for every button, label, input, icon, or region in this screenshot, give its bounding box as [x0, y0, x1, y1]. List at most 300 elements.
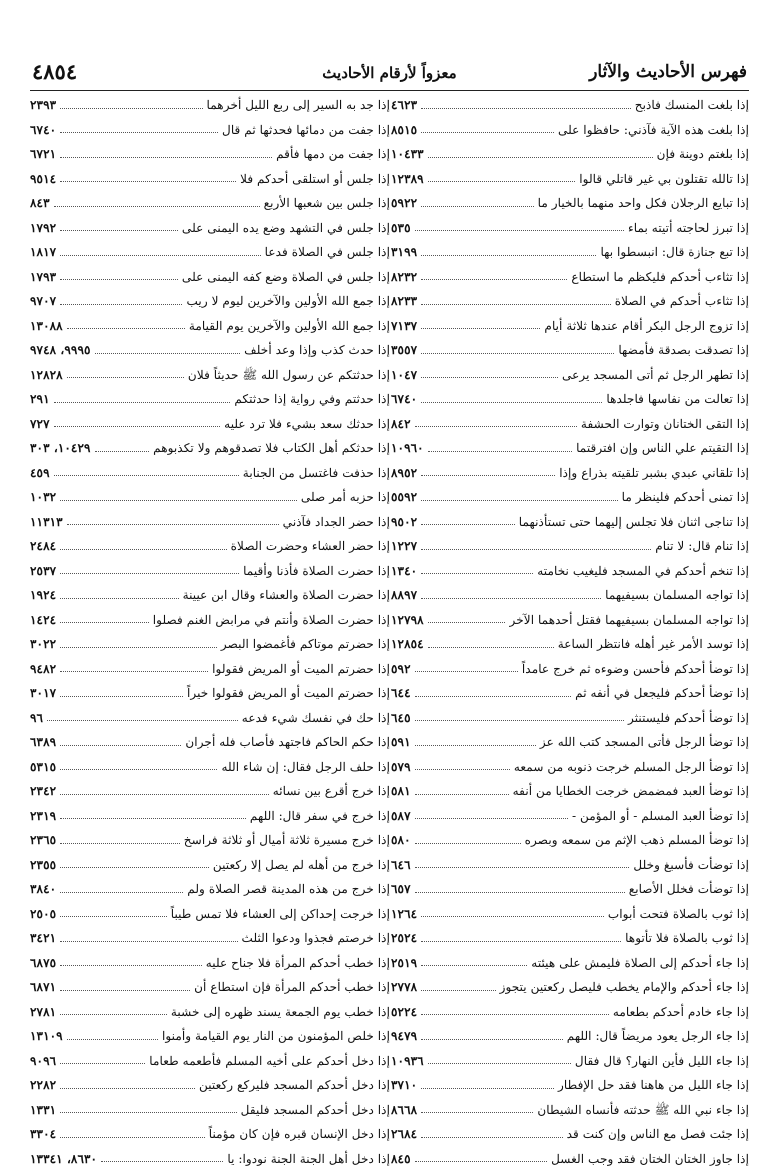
hadith-incipit: إذا ثوب بالصلاة فلا تأتوها: [623, 926, 749, 951]
hadith-number: ٧١٣٧: [391, 314, 419, 339]
index-entry: [391, 1024, 749, 1049]
hadith-incipit: إذا تلقاني عبدي بشبر تلقيته بذراع وإذا: [557, 461, 749, 486]
hadith-number: ٣١٩٩: [391, 240, 419, 265]
hadith-incipit: إذا جئت فصل مع الناس وإن كنت قد: [565, 1122, 749, 1147]
dot-leader: [415, 719, 624, 721]
index-entry: [391, 828, 749, 853]
dot-leader: [421, 548, 651, 550]
dot-leader: [60, 646, 217, 648]
dot-leader: [421, 1136, 562, 1138]
hadith-number: ٥٧٩: [391, 755, 413, 780]
hadith-incipit: إذا خرجت إحداكن إلى العشاء فلا تمس طيباً: [169, 902, 390, 927]
dot-leader: [421, 327, 540, 329]
hadith-number: ٢٧٧٨: [391, 975, 419, 1000]
hadith-incipit: إذا تصدقت بصدقة فأمضها: [616, 338, 749, 363]
dot-leader: [421, 303, 611, 305]
hadith-number: ٢٩١: [30, 387, 52, 412]
dot-leader: [415, 1160, 547, 1162]
hadith-incipit: إذا تزوج الرجل البكر أقام عندها ثلاثة أيام: [542, 314, 749, 339]
hadith-incipit: إذا خطب أحدكم المرأة فإن استطاع أن: [192, 975, 390, 1000]
hadith-incipit: إذا خرصتم فجذوا ودعوا الثلث: [240, 926, 391, 951]
index-column-right: [391, 93, 749, 1171]
index-entry: [391, 216, 749, 241]
index-entry: [30, 608, 390, 633]
index-entry: [391, 632, 749, 657]
hadith-incipit: إذا بلغتم دوينة فإن: [655, 142, 749, 167]
hadith-number: ٥٥٩٢: [391, 485, 419, 510]
index-entry: [30, 534, 390, 559]
dot-leader: [47, 719, 238, 721]
hadith-incipit: إذا تمنى أحدكم فلينظر ما: [620, 485, 749, 510]
hadith-incipit: إذا دخل أحدكم المسجد فليقل: [239, 1098, 390, 1123]
index-entry: [391, 265, 749, 290]
index-entry: [30, 951, 390, 976]
hadith-number: ٧٢٧: [30, 412, 52, 437]
hadith-number: ٦٨٧٥: [30, 951, 58, 976]
index-entry: [30, 755, 390, 780]
index-entry: [30, 1024, 390, 1049]
hadith-number: ٥٨١: [391, 779, 413, 804]
index-entry: [30, 191, 390, 216]
hadith-number: ٩٤٧٩: [391, 1024, 419, 1049]
index-entry: [30, 363, 390, 388]
hadith-incipit: إذا خرج أقرع بين نسائه: [271, 779, 390, 804]
dot-leader: [95, 352, 241, 354]
hadith-incipit: إذا حضرتم الميت أو المريض فقولوا: [210, 657, 390, 682]
hadith-incipit: إذا حضرت الصلاة وأنتم في مرابض الغنم فصلوا: [151, 608, 390, 633]
hadith-incipit: إذا حدثتم وفي رواية إذا حدثتكم: [232, 387, 390, 412]
dot-leader: [428, 180, 576, 182]
dot-leader: [60, 842, 180, 844]
dot-leader: [60, 107, 202, 109]
dot-leader: [421, 523, 515, 525]
hadith-number: ٨٢٣٢: [391, 265, 419, 290]
index-entry: [30, 1122, 390, 1147]
hadith-incipit: إذا جاء الليل من هاهنا فقد حل الإفطار: [556, 1073, 749, 1098]
index-entry: [30, 730, 390, 755]
hadith-incipit: إذا جاء أحدكم والإمام يخطب فليصل ركعتين يتجوز: [498, 975, 749, 1000]
hadith-incipit: إذا توضأت فخلل الأصابع: [627, 877, 749, 902]
hadith-incipit: إذا جاء الرجل يعود مريضاً قال: اللهم: [565, 1024, 749, 1049]
dot-leader: [415, 695, 571, 697]
dot-leader: [421, 1111, 533, 1113]
index-entry: [391, 363, 749, 388]
index-entry: [391, 1122, 749, 1147]
hadith-incipit: إذا تبع جنازة قال: انبسطوا بها: [598, 240, 749, 265]
hadith-incipit: إذا جاوز الختان الختان فقد وجب الغسل: [549, 1147, 749, 1171]
dot-leader: [60, 131, 218, 133]
index-entry: [391, 706, 749, 731]
index-entry: [391, 755, 749, 780]
hadith-incipit: إذا تناجى اثنان فلا تجلس إليهما حتى تستأذنهما: [517, 510, 749, 535]
hadith-number: ٨٤٣: [30, 191, 52, 216]
dot-leader: [60, 768, 217, 770]
hadith-number: ٦٤٤: [391, 681, 413, 706]
dot-leader: [60, 597, 178, 599]
page-header: [30, 58, 749, 91]
hadith-incipit: إذا حدثتكم عن رسول الله ﷺ حديثاً فلان: [186, 363, 390, 388]
index-entry: [391, 1049, 749, 1074]
hadith-incipit: إذا توضأ العبد فمضمض خرجت الخطايا من أنفه: [511, 779, 749, 804]
dot-leader: [428, 1062, 571, 1064]
index-entry: [30, 1073, 390, 1098]
hadith-incipit: إذا حضرت الصلاة فأذنا وأقيما: [241, 559, 390, 584]
dot-leader: [60, 572, 239, 574]
dot-leader: [60, 817, 246, 819]
index-entry: [391, 338, 749, 363]
section-subtitle: معزواً لأرقام الأحاديث: [322, 64, 456, 82]
dot-leader: [60, 180, 236, 182]
index-entry: [391, 877, 749, 902]
index-entry: [30, 975, 390, 1000]
hadith-incipit: إذا جد به السير إلى ربع الليل أخرهما: [205, 93, 390, 118]
dot-leader: [60, 303, 182, 305]
hadith-incipit: إذا حضر الجداد فآذني: [281, 510, 390, 535]
hadith-number: ١٠٤٣٣: [391, 142, 426, 167]
hadith-incipit: إذا توضأ العبد المسلم - أو المؤمن -: [570, 804, 749, 829]
hadith-number: ١٠٩٣٦: [391, 1049, 426, 1074]
index-entry: [30, 265, 390, 290]
index-entry: [391, 240, 749, 265]
hadith-number: ١٢٨٢٨: [30, 363, 65, 388]
index-entry: [30, 1098, 390, 1123]
dot-leader: [421, 254, 596, 256]
dot-leader: [415, 670, 518, 672]
index-entry: [30, 657, 390, 682]
dot-leader: [421, 964, 527, 966]
hadith-incipit: إذا حذفت فاغتسل من الجنابة: [241, 461, 390, 486]
hadith-incipit: إذا حضرت الصلاة والعشاء وقال ابن عيينة: [181, 583, 390, 608]
hadith-incipit: إذا توضأ أحدكم فليستنثر: [626, 706, 749, 731]
dot-leader: [60, 989, 190, 991]
index-entry: [391, 167, 749, 192]
index-entry: [391, 804, 749, 829]
hadith-number: ٨٩٥٢: [391, 461, 419, 486]
hadith-number: ٣٤٢١: [30, 926, 58, 951]
index-entry: [391, 461, 749, 486]
hadith-incipit: إذا حضرتم الميت أو المريض فقولوا خيراً: [185, 681, 390, 706]
hadith-incipit: إذا بلغت المنسك فاذبح: [633, 93, 749, 118]
index-entry: [391, 559, 749, 584]
hadith-number: ١٩٢٤: [30, 583, 58, 608]
hadith-number: ٥٨٠: [391, 828, 413, 853]
hadith-number: ٨٤٢: [391, 412, 413, 437]
index-entry: [30, 510, 390, 535]
index-entry: [30, 1000, 390, 1025]
hadith-incipit: إذا تالله تقتلون بي غير قاتلي قالوا: [577, 167, 749, 192]
hadith-incipit: إذا جاء خادم أحدكم بطعامه: [611, 1000, 749, 1025]
hadith-number: ٦٨٧١: [30, 975, 58, 1000]
hadith-number: ٩٦: [30, 706, 45, 731]
index-entry: [30, 485, 390, 510]
index-entry: [30, 167, 390, 192]
index-entry: [30, 387, 390, 412]
index-entry: [30, 583, 390, 608]
dot-leader: [60, 499, 297, 501]
hadith-number: ٥٩١: [391, 730, 413, 755]
dot-leader: [421, 989, 495, 991]
index-entry: [391, 608, 749, 633]
dot-leader: [421, 940, 621, 942]
index-column-left: [30, 93, 390, 1171]
index-entry: [30, 828, 390, 853]
dot-leader: [428, 156, 653, 158]
hadith-number: ٣٧١٠: [391, 1073, 419, 1098]
dot-leader: [67, 1038, 158, 1040]
dot-leader: [421, 352, 614, 354]
hadith-number: ٢٧٨١: [30, 1000, 58, 1025]
dot-leader: [428, 646, 554, 648]
dot-leader: [54, 401, 231, 403]
hadith-incipit: إذا بلغت هذه الآية فآذني: حافظوا على: [556, 118, 749, 143]
index-entry: [391, 951, 749, 976]
index-entry: [391, 853, 749, 878]
hadith-incipit: إذا حلف الرجل فقال: إن شاء الله: [219, 755, 390, 780]
hadith-number: ٦٧٤٠: [391, 387, 419, 412]
hadith-number: ١٨١٧: [30, 240, 58, 265]
dot-leader: [421, 1013, 609, 1015]
dot-leader: [421, 1038, 563, 1040]
index-entry: [391, 902, 749, 927]
hadith-incipit: إذا جاء أحدكم إلى الصلاة فليمش على هيئته: [529, 951, 749, 976]
index-entry: [391, 975, 749, 1000]
dot-leader: [60, 1136, 205, 1138]
hadith-number: ١٣٤٠: [391, 559, 419, 584]
dot-leader: [421, 131, 554, 133]
hadith-number: ١٢٢٧: [391, 534, 419, 559]
hadith-incipit: إذا خطب أحدكم المرأة فلا جناح عليه: [204, 951, 390, 976]
index-entry: [30, 902, 390, 927]
dot-leader: [421, 376, 558, 378]
hadith-number: ٨٥١٥: [391, 118, 419, 143]
hadith-incipit: إذا جفت من دمها فأقم: [274, 142, 390, 167]
dot-leader: [67, 327, 185, 329]
hadith-incipit: إذا توضأ المسلم ذهب الإثم من سمعه وبصره: [523, 828, 749, 853]
hadith-number: ٨٨٩٧: [391, 583, 419, 608]
hadith-incipit: إذا جلس في التشهد وضع يده اليمنى على: [180, 216, 390, 241]
index-entry: [30, 1147, 390, 1171]
hadith-incipit: إذا تنام قال: لا تنام: [653, 534, 749, 559]
hadith-number: ٦٤٦: [391, 853, 413, 878]
dot-leader: [421, 597, 601, 599]
dot-leader: [60, 1111, 236, 1113]
dot-leader: [60, 940, 237, 942]
index-entry: [30, 461, 390, 486]
dot-leader: [60, 254, 260, 256]
hadith-incipit: إذا حضر العشاء وحضرت الصلاة: [229, 534, 390, 559]
index-entry: [30, 559, 390, 584]
index-entry: [391, 779, 749, 804]
hadith-incipit: إذا التقى الختانان وتوارت الحشفة: [579, 412, 749, 437]
hadith-number: ٦٣٨٩: [30, 730, 58, 755]
dot-leader: [60, 1062, 145, 1064]
hadith-incipit: إذا تثاءب أحدكم في الصلاة: [613, 289, 749, 314]
index-entry: [391, 583, 749, 608]
index-entry: [30, 412, 390, 437]
dot-leader: [54, 474, 239, 476]
hadith-incipit: إذا دخل أحدكم على أخيه المسلم فأطعمه طعاما: [147, 1049, 390, 1074]
hadith-incipit: إذا جلس أو استلقى أحدكم فلا: [238, 167, 390, 192]
hadith-number: ١٠٤٧: [391, 363, 419, 388]
hadith-number: ١٣٣١: [30, 1098, 58, 1123]
hadith-number: ١٣٠٨٨: [30, 314, 65, 339]
hadith-number: ٣٣٠٤: [30, 1122, 58, 1147]
dot-leader: [421, 107, 631, 109]
index-entry: [30, 118, 390, 143]
hadith-number: ٨٦٣٠، ١٣٣٤١: [30, 1147, 99, 1171]
dot-leader: [60, 1013, 167, 1015]
dot-leader: [421, 572, 533, 574]
dot-leader: [421, 915, 604, 917]
hadith-incipit: إذا حدثكم أهل الكتاب فلا تصدقوهم ولا تكذبوهم: [151, 436, 390, 461]
hadith-number: ١١٣١٣: [30, 510, 65, 535]
index-entry: [391, 289, 749, 314]
hadith-number: ١٢٨٥٤: [391, 632, 426, 657]
dot-leader: [60, 964, 202, 966]
hadith-number: ٨٦٦٨: [391, 1098, 419, 1123]
hadith-number: ٩٤٨٢: [30, 657, 58, 682]
dot-leader: [60, 891, 183, 893]
hadith-number: ١٠٣٢: [30, 485, 58, 510]
hadith-number: ٦٧٤٠: [30, 118, 58, 143]
index-entry: [391, 93, 749, 118]
dot-leader: [415, 744, 536, 746]
hadith-number: ١٣١٠٩: [30, 1024, 65, 1049]
dot-leader: [54, 425, 221, 427]
dot-leader: [415, 229, 624, 231]
hadith-number: ١٢٣٨٩: [391, 167, 426, 192]
hadith-incipit: إذا جمع الله الأولين والآخرين ليوم لا ريب: [184, 289, 390, 314]
dot-leader: [101, 1160, 223, 1162]
dot-leader: [60, 1087, 195, 1089]
hadith-number: ٢٥٣٧: [30, 559, 58, 584]
hadith-number: ٦٥٧: [391, 877, 413, 902]
index-entry: [30, 706, 390, 731]
hadith-incipit: إذا توسد الأمر غير أهله فانتظر الساعة: [556, 632, 749, 657]
hadith-incipit: إذا تطهر الرجل ثم أتى المسجد يرعى: [560, 363, 749, 388]
hadith-incipit: إذا جلس في الصلاة وضع كفه اليمنى على: [180, 265, 390, 290]
hadith-incipit: إذا حزبه أمر صلى: [299, 485, 390, 510]
hadith-number: ٢٥٠٥: [30, 902, 58, 927]
dot-leader: [60, 156, 272, 158]
hadith-incipit: إذا حدثك سعد بشيء فلا ترد عليه: [222, 412, 390, 437]
index-entry: [30, 240, 390, 265]
hadith-incipit: إذا جلس في الصلاة فدعا: [263, 240, 390, 265]
index-entry: [391, 681, 749, 706]
index-entry: [30, 926, 390, 951]
index-entry: [30, 804, 390, 829]
dot-leader: [428, 450, 572, 452]
hadith-number: ٢٣٩٣: [30, 93, 58, 118]
index-entry: [391, 926, 749, 951]
hadith-incipit: إذا تنخم أحدكم في المسجد فليغيب نخامته: [535, 559, 749, 584]
index-entry: [30, 142, 390, 167]
hadith-incipit: إذا خلص المؤمنون من النار يوم القيامة وأمنوا: [160, 1024, 390, 1049]
hadith-number: ٢٣٦٥: [30, 828, 58, 853]
hadith-incipit: إذا حكم الحاكم فاجتهد فأصاب فله أجران: [183, 730, 390, 755]
index-entry: [391, 1000, 749, 1025]
hadith-number: ٩٥٠٢: [391, 510, 419, 535]
hadith-incipit: إذا التقيتم علي الناس وإن افترقتما: [574, 436, 749, 461]
index-entry: [391, 485, 749, 510]
hadith-incipit: إذا جلس بين شعبها الأربع: [262, 191, 390, 216]
dot-leader: [54, 205, 260, 207]
hadith-incipit: إذا تثاءب أحدكم فليكظم ما استطاع: [569, 265, 749, 290]
hadith-incipit: إذا تبرز لحاجته أتيته بماء: [626, 216, 749, 241]
hadith-number: ٢٦٨٤: [391, 1122, 419, 1147]
hadith-number: ٢٣٥٥: [30, 853, 58, 878]
dot-leader: [415, 891, 625, 893]
hadith-incipit: إذا تبايع الرجلان فكل واحد منهما بالخيار ما: [536, 191, 749, 216]
dot-leader: [428, 621, 506, 623]
dot-leader: [415, 793, 509, 795]
hadith-number: ٩٩٩٥، ٩٧٤٨: [30, 338, 93, 363]
index-entry: [391, 1073, 749, 1098]
hadith-number: ٣٠٢٢: [30, 632, 58, 657]
dot-leader: [60, 915, 167, 917]
hadith-number: ١٠٤٢٩، ٣٠٣: [30, 436, 93, 461]
dot-leader: [421, 205, 533, 207]
index-entry: [391, 657, 749, 682]
dot-leader: [60, 866, 209, 868]
hadith-number: ١٤٢٤: [30, 608, 58, 633]
index-entry: [30, 853, 390, 878]
hadith-number: ٣٨٤٠: [30, 877, 58, 902]
hadith-number: ٨٢٣٣: [391, 289, 419, 314]
hadith-number: ٥٣٥: [391, 216, 413, 241]
hadith-number: ١٢٧٩٨: [391, 608, 426, 633]
dot-leader: [60, 744, 181, 746]
index-entry: [391, 1147, 749, 1171]
index-entry: [391, 118, 749, 143]
index-entry: [391, 534, 749, 559]
index-entry: [30, 681, 390, 706]
hadith-number: ٩٠٩٦: [30, 1049, 58, 1074]
hadith-number: ٥٣١٥: [30, 755, 58, 780]
dot-leader: [415, 842, 521, 844]
index-entry: [30, 338, 390, 363]
hadith-incipit: إذا خرج من هذه المدينة قصر الصلاة ولم: [185, 877, 390, 902]
hadith-number: ٣٥٥٧: [391, 338, 419, 363]
hadith-number: ٥٨٧: [391, 804, 413, 829]
hadith-number: ٥٢٢٤: [391, 1000, 419, 1025]
hadith-number: ٩٥١٤: [30, 167, 58, 192]
dot-leader: [415, 866, 630, 868]
dot-leader: [421, 278, 567, 280]
dot-leader: [60, 278, 178, 280]
hadith-incipit: إذا تواجه المسلمان بسيفيهما فقتل أحدهما الآخر: [507, 608, 749, 633]
hadith-number: ٣٠١٧: [30, 681, 58, 706]
index-entry: [391, 1098, 749, 1123]
dot-leader: [421, 499, 617, 501]
dot-leader: [60, 229, 178, 231]
index-entry: [30, 289, 390, 314]
index-entry: [391, 387, 749, 412]
index-entry: [30, 877, 390, 902]
index-entry: [30, 1049, 390, 1074]
hadith-number: ٥٩٢٢: [391, 191, 419, 216]
hadith-incipit: إذا توضأت فأسبغ وخلل: [631, 853, 749, 878]
hadith-number: ٤٦٢٣: [391, 93, 419, 118]
hadith-number: ٢٤٨٤: [30, 534, 58, 559]
hadith-incipit: إذا ثوب بالصلاة فتحت أبواب: [606, 902, 749, 927]
hadith-number: ١٢٦٤: [391, 902, 419, 927]
index-entry: [391, 730, 749, 755]
index-entry: [391, 191, 749, 216]
hadith-number: ٢٥٢٤: [391, 926, 419, 951]
hadith-incipit: إذا دخل الإنسان قبره فإن كان مؤمناً: [207, 1122, 390, 1147]
hadith-incipit: إذا جمع الله الأولين والآخرين يوم القيامة: [187, 314, 390, 339]
